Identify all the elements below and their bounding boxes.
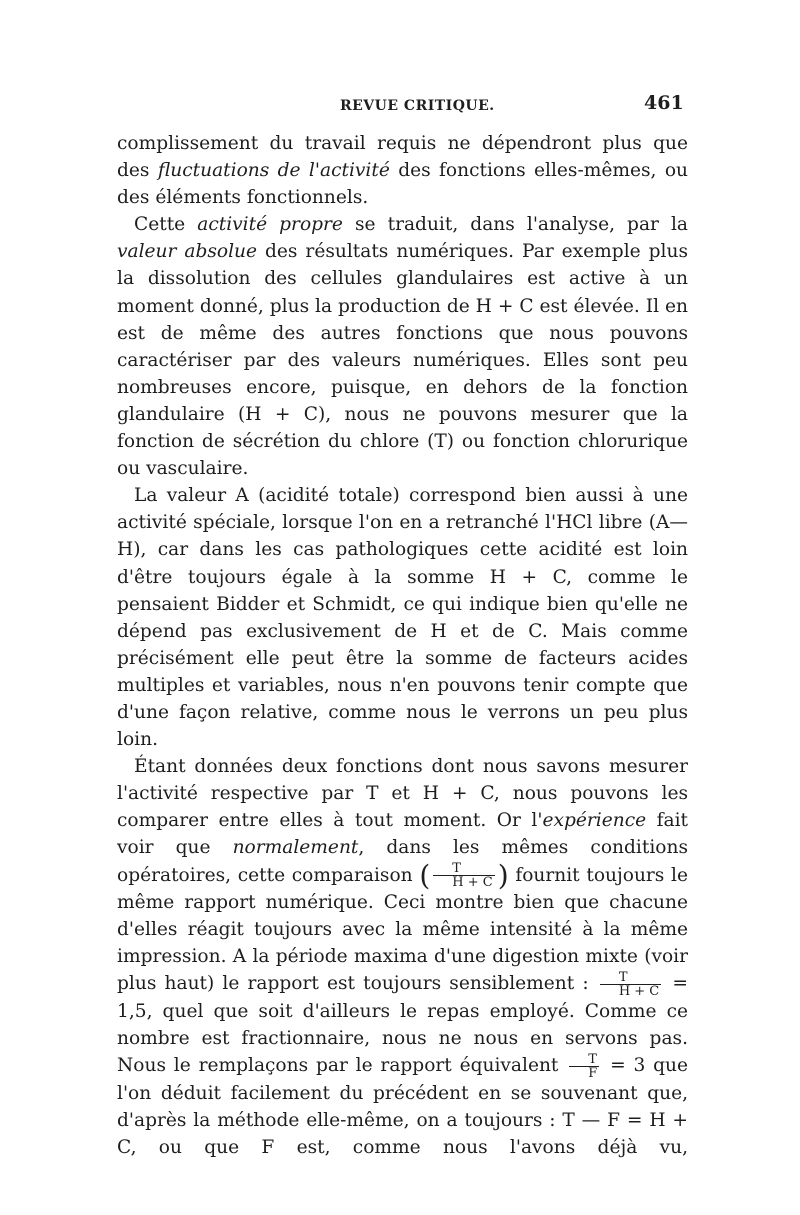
italic-run: expérience (542, 810, 647, 832)
paragraph-3 (117, 482, 688, 753)
text-run: des résultats numériques. Par exemple plus la dissolution des cellules glandulaires est active à un moment donné, plus la production de H + C est élevée. Il en est de même des autres fonctions que nous pouvons caractériser par des valeurs numériques. Elles sont peu nombreuses encore, puisque, en dehors de la fonction glandulaire (H + C), nous ne pouvons mesurer que la fonction de sécrétion du chlore (T) ou fonction chlorurique ou vasculaire. (117, 241, 688, 480)
running-title: REVUE CRITIQUE. (340, 98, 495, 114)
body-text (117, 130, 688, 1161)
page-number: 461 (644, 92, 684, 114)
text-run: = 1,5, quel que soit d'ailleurs le repas employé. Comme ce nombre est fractionnaire, nous ne nous en servons pas. Nous le remplaçons par le rapport équivalent (117, 973, 688, 1076)
page-header (0, 92, 800, 120)
text-run: La valeur A (acidité totale) correspond bien aussi à une activité spéciale, lorsque l'on en a retranché l'HCl libre (A—H), car dans les cas pathologiques cette acidité est loin d'être toujours égale à la somme H + C, comme le pensaient Bidder et Schmidt, ce qui indique bien qu'elle ne dépend pas exclusivement de H et de C. Mais comme précisément elle peut être la somme de facteurs acides multiples et variables, nous n'en pouvons tenir compte que d'une façon relative, comme nous le verrons un peu plus loin. (117, 485, 688, 751)
text-run: , dans les mêmes conditions opératoires, cette comparaison (117, 837, 688, 886)
paragraph-2 (117, 211, 688, 482)
italic-run: activité propre (197, 214, 343, 236)
open-paren: ( (419, 858, 431, 892)
fraction-numerator: T (433, 862, 494, 876)
fraction-t-over-h-plus-c (600, 971, 661, 998)
text-run: = 3 que l'on déduit facilement du précédent en se souvenant que, d'après la méthode elle-même, on a toujours : T — F = H + C, ou que F est, comme nous l'avons déjà vu, (117, 1055, 688, 1158)
paragraph-4 (117, 753, 688, 1161)
text-run: fait voir que (117, 810, 689, 859)
fraction-denominator: F (588, 1065, 598, 1081)
fraction-numerator: T (600, 971, 661, 985)
text-run: Étant données deux fonctions dont nous savons mesurer l'activité respective par T et H + C, nous pouvons les comparer entre elles à tout moment. Or l' (117, 756, 688, 832)
fraction-t-over-f (569, 1053, 599, 1080)
fraction-numerator: T (569, 1053, 599, 1067)
fraction-t-over-h-plus-c (433, 862, 494, 889)
fraction-denominator: H + C (618, 983, 660, 999)
text-run: complissement du travail requis ne dépendront plus que des (117, 133, 688, 182)
text-run: fournit toujours le même rapport numérique. Ceci montre bien que chacune d'elles réagit toujours avec la même intensité à la même impression. A la période maxima d'une digestion mixte (voir plus haut) le rapport est toujours sensiblement : (117, 864, 688, 995)
italic-run: normalement (232, 837, 359, 859)
text-run: Cette (134, 214, 198, 236)
italic-run: fluctuations de l'activité (157, 160, 390, 182)
close-paren: ) (497, 858, 509, 892)
fraction-denominator: H + C (452, 875, 493, 891)
text-run: se traduit, dans l'analyse, par la (342, 214, 689, 236)
text-run: des fonctions elles-mêmes, ou des éléments fonctionnels. (117, 160, 688, 209)
italic-run: valeur absolue (117, 241, 258, 263)
paragraph-1 (117, 130, 688, 211)
